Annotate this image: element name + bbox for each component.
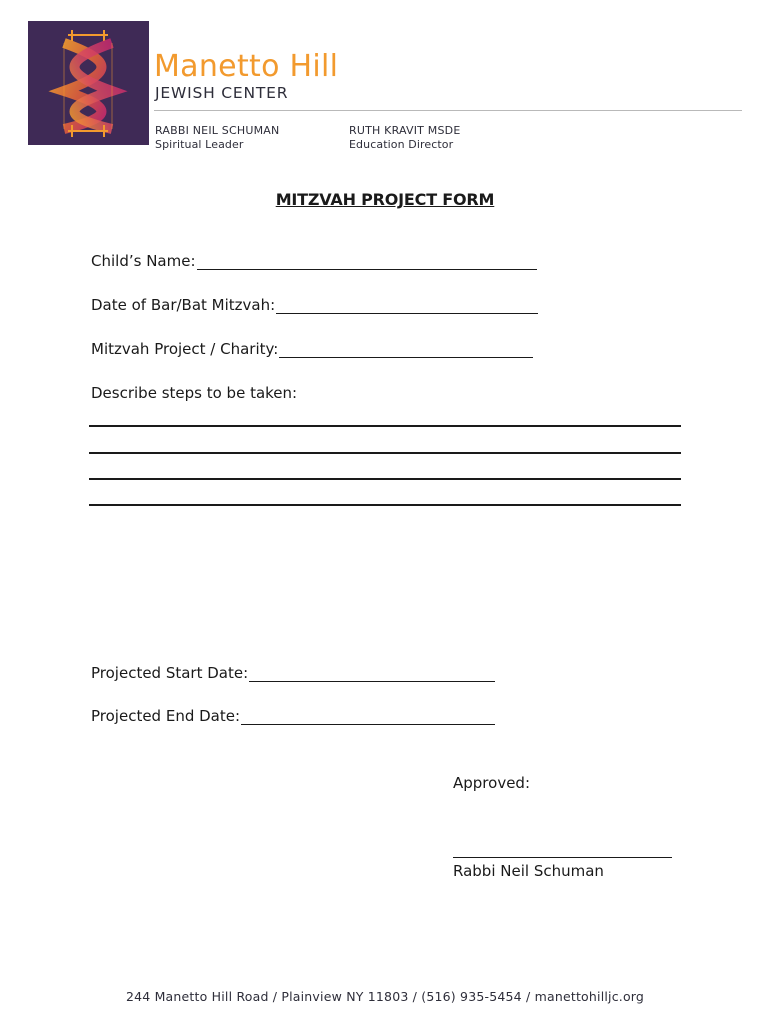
steps-line-3[interactable]: [89, 478, 681, 480]
field-label: Mitzvah Project / Charity:: [91, 340, 279, 358]
start-date-field: [91, 664, 495, 682]
logo: [28, 21, 149, 145]
org-name: Manetto Hill: [154, 49, 339, 84]
mitzvah-date-field: [91, 296, 538, 314]
staff-role: Education Director: [349, 138, 454, 151]
staff-name: RABBI NEIL SCHUMAN: [155, 124, 280, 137]
form-title: MITZVAH PROJECT FORM: [275, 190, 495, 209]
signer-name: Rabbi Neil Schuman: [453, 862, 604, 880]
end-date-field: [91, 707, 495, 725]
field-label: Projected End Date:: [91, 707, 241, 725]
childs-name-field: [91, 252, 537, 270]
staff-education-director: [349, 124, 461, 151]
org-subtitle: JEWISH CENTER: [155, 84, 289, 102]
header-divider: [154, 110, 742, 111]
end-date-input[interactable]: [241, 710, 495, 725]
staff-rabbi: [155, 124, 279, 151]
describe-steps-label-row: [91, 384, 297, 402]
staff-role: Spiritual Leader: [155, 138, 244, 151]
steps-line-2[interactable]: [89, 452, 681, 454]
torah-scroll-logo: [28, 21, 149, 145]
field-label: Describe steps to be taken:: [91, 384, 298, 402]
steps-line-4[interactable]: [89, 504, 681, 506]
field-label: Date of Bar/Bat Mitzvah:: [91, 296, 276, 314]
project-charity-input[interactable]: [279, 343, 533, 358]
project-charity-field: [91, 340, 533, 358]
approved-label: Approved:: [453, 774, 530, 792]
childs-name-input[interactable]: [197, 255, 537, 270]
staff-name: RUTH KRAVIT MSDE: [349, 124, 461, 137]
mitzvah-date-input[interactable]: [276, 299, 538, 314]
field-label: Projected Start Date:: [91, 664, 249, 682]
field-label: Child’s Name:: [91, 252, 196, 270]
steps-line-1[interactable]: [89, 425, 681, 427]
signature-line[interactable]: [453, 857, 672, 858]
footer-address: 244 Manetto Hill Road / Plainview NY 11803 / (516) 935-5454 / manettohilljc.org: [125, 989, 645, 1004]
start-date-input[interactable]: [249, 667, 495, 682]
